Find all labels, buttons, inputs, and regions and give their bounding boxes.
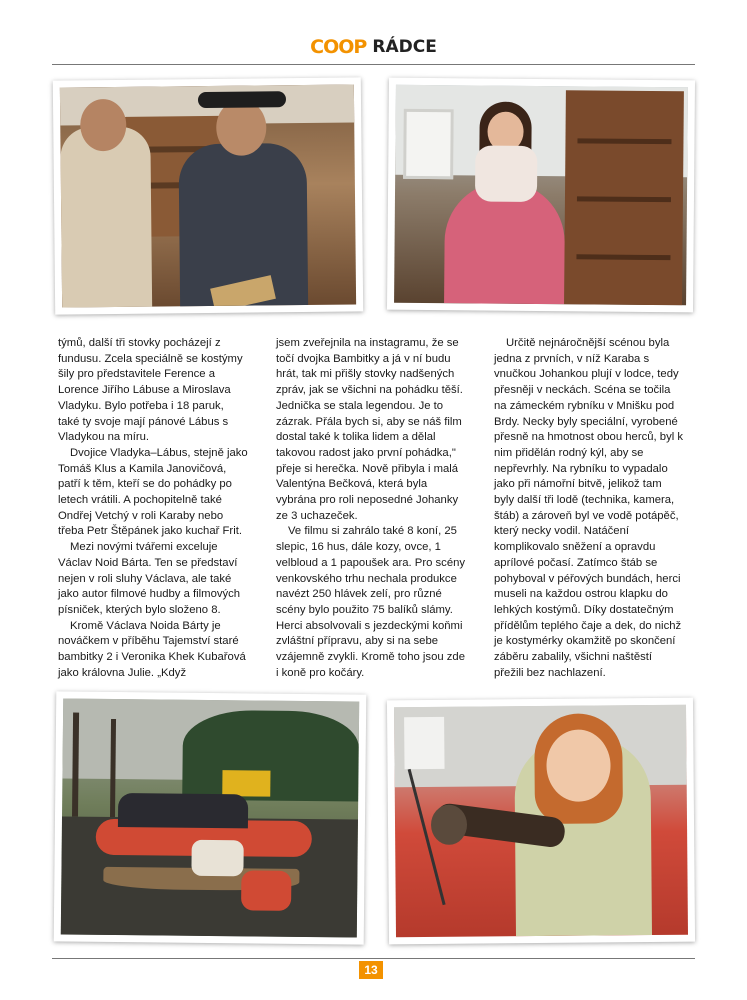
paragraph: Kromě Václava Noida Bárty je nováčkem v příběhu Tajemství staré bambitky 2 i Veronika Khek Kubařová jako královna Julie. „Když (58, 619, 246, 679)
text-column-1 (58, 336, 248, 681)
header-rule (52, 64, 695, 65)
text-column-2 (276, 336, 466, 681)
photo-pottery-actors (53, 77, 363, 314)
photo-pond-boats (54, 691, 367, 944)
paragraph: Mezi novými tvářemi exceluje Václav Noid Bárta. Ten se představí nejen v roli sluhy Václava, ale také jako autor filmové hudby a filmových písniček, kterých bylo složeno 8. (58, 541, 241, 616)
photo-girl-pistol (387, 698, 695, 945)
paragraph: Určitě nejnáročnější scénou byla jedna z prvních, v níž Karaba s vnučkou Johankou plují v lodce, tedy přesněji v neckách. Scéna se točila na zámeckém rybníku v Mnišku pod Brdy. Necky byly speciální, vyrobené přesně na hmotnost obou herců, byl k nim přidělán rodný kýl, aby se nepřevrhly. Na rybníku to vypadalo jako při námořní bitvě, jelikož tam byly další tři lodě (technika, kamera, štáb) a zároveň byl ve vodě potápěč, který necky vodil. Natáčení komplikovalo sněžení a opravdu aprílové počasí. Zatímco štáb se pohyboval v péřových bundách, herci museli na každou ostrou klapku do lehkých kostýmů. Díky dostatečným přídělům teplého čaje a dek, do nichž je kostymérky okamžitě po skončení záběru zabalily, všichni naštěstí přežili bez nachlazení. (494, 337, 684, 679)
footer-rule (52, 958, 695, 959)
text-column-3 (494, 336, 684, 681)
page-header (0, 30, 747, 64)
coop-logo: COOP (310, 36, 367, 58)
paragraph: týmů, další tři stovky pocházejí z fundusu. Zcela speciálně se kostýmy šily pro představitele Ference a Lorence Jiřího Lábuse a Miroslava Vladyku. Bylo potřeba i 18 paruk, také ty svoje mají pánové Lábus s Vladykou na míru. (58, 337, 243, 444)
page-number: 13 (359, 961, 383, 979)
paragraph: Ve filmu si zahrálo také 8 koní, 25 slepic, 16 hus, dále kozy, ovce, 1 velbloud a 1 papoušek ara. Pro scény venkovského trhu nechala produkce navézt 250 hlávek zelí, pro různé scény bylo použito 75 balíků slámy. Herci absolvovali s jezdeckými koňmi zvláštní přípravu, aby si na sebe vzájemně zvykli. Kromě toho jsou zde i koně pro kočáry. (276, 525, 466, 679)
section-title: RÁDCE (372, 37, 437, 57)
paragraph: jsem zveřejnila na instagramu, že se točí dvojka Bambitky a já v ní budu hrát, tak mi přišly stovky nadšených zpráv, jak se všichni na pohádku těší. Jednička se stala legendou. Je to zázrak. Přála bych si, aby se náš film dostal také k tolika lidem a dělal takovou radost jako první pohádka," přeje si herečka. Nově přibyla i malá Valentýna Bečková, která byla vybrána pro roli neposedné Johanky ze 3 uchazeček. (276, 337, 463, 522)
paragraph: Dvojice Vladyka–Lábus, stejně jako Tomáš Klus a Kamila Janovičová, patří k těm, kteří se do pohádky po letech vrátili. A pochopitelně také Ondřej Vetchý v roli Karaby nebo třeba Petr Štěpánek jako kuchař Frit. (58, 446, 248, 538)
photo-queen-gown (387, 78, 695, 313)
